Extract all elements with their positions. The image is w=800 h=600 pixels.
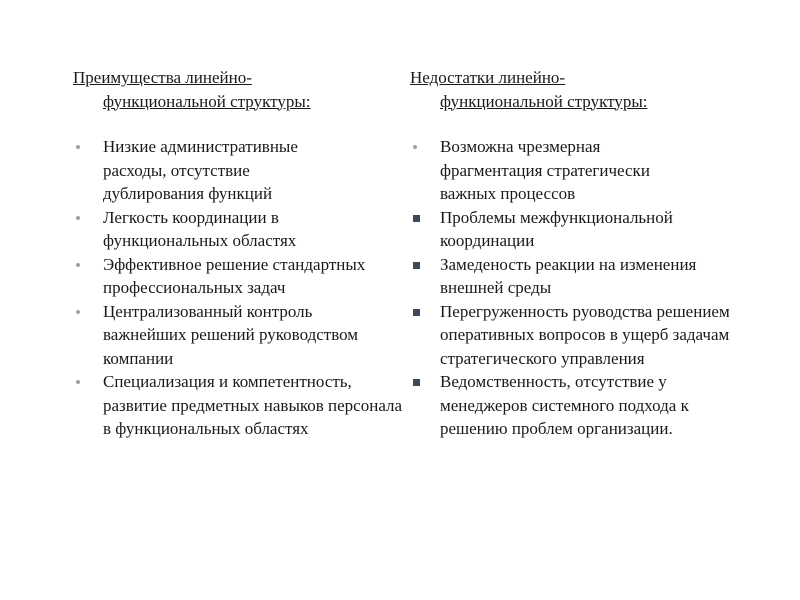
bullet-dot-icon [410,135,440,159]
list-item-text: Низкие административные расходы, отсутствие дублирования функций [103,137,298,203]
bullet-square-icon [410,300,440,324]
list-item-text: Проблемы межфункциональной координации [440,207,673,250]
bullet-dot-icon [73,253,103,277]
list-item-text: Возможна чрезмерная фрагментация стратегически важных процессов [440,137,650,203]
advantages-heading-line1: Преимущества линейно- [73,68,252,87]
list-item [410,253,740,300]
list-item [73,370,403,441]
list-item-text: Легкость координации в функциональных областях [103,207,297,250]
bullet-dot-icon [73,300,103,324]
bullet-dot-icon [73,135,103,159]
bullet-square-icon [410,206,440,230]
list-item [410,206,740,253]
list-item [410,370,740,441]
list-item-text: Замеденость реакции на изменения внешней среды [440,254,697,297]
list-item [410,135,740,206]
disadvantages-heading-line1: Недостатки линейно- [410,68,566,87]
advantages-column [73,66,403,441]
disadvantages-heading-line2: функциональной структуры: [440,91,648,111]
list-item [410,300,740,371]
advantages-heading [73,66,403,113]
list-item-text: Специализация и компетентность, развитие предметных навыков персонала в функциональных областях [103,372,403,438]
disadvantages-heading [410,66,740,113]
bullet-square-icon [410,253,440,277]
list-item [73,135,403,206]
list-item [73,206,403,253]
bullet-dot-icon [73,370,103,394]
bullet-square-icon [410,370,440,394]
list-item [73,253,403,300]
list-item-text: Перегруженность руоводства решением оперативных вопросов в ущерб задачам стратегического управления [440,301,730,368]
disadvantages-list [410,135,740,441]
list-item [73,300,403,371]
list-item-text: Ведомственность, отсутствие у менеджеров системного подхода к решению проблем организации. [440,372,689,438]
list-item-text: Эффективное решение стандартных профессиональных задач [103,254,366,297]
bullet-dot-icon [73,206,103,230]
disadvantages-column [410,66,740,441]
advantages-heading-line2: функциональной структуры: [103,91,311,111]
advantages-list [73,135,403,441]
list-item-text: Централизованный контроль важнейших решений руководством компании [103,301,359,368]
